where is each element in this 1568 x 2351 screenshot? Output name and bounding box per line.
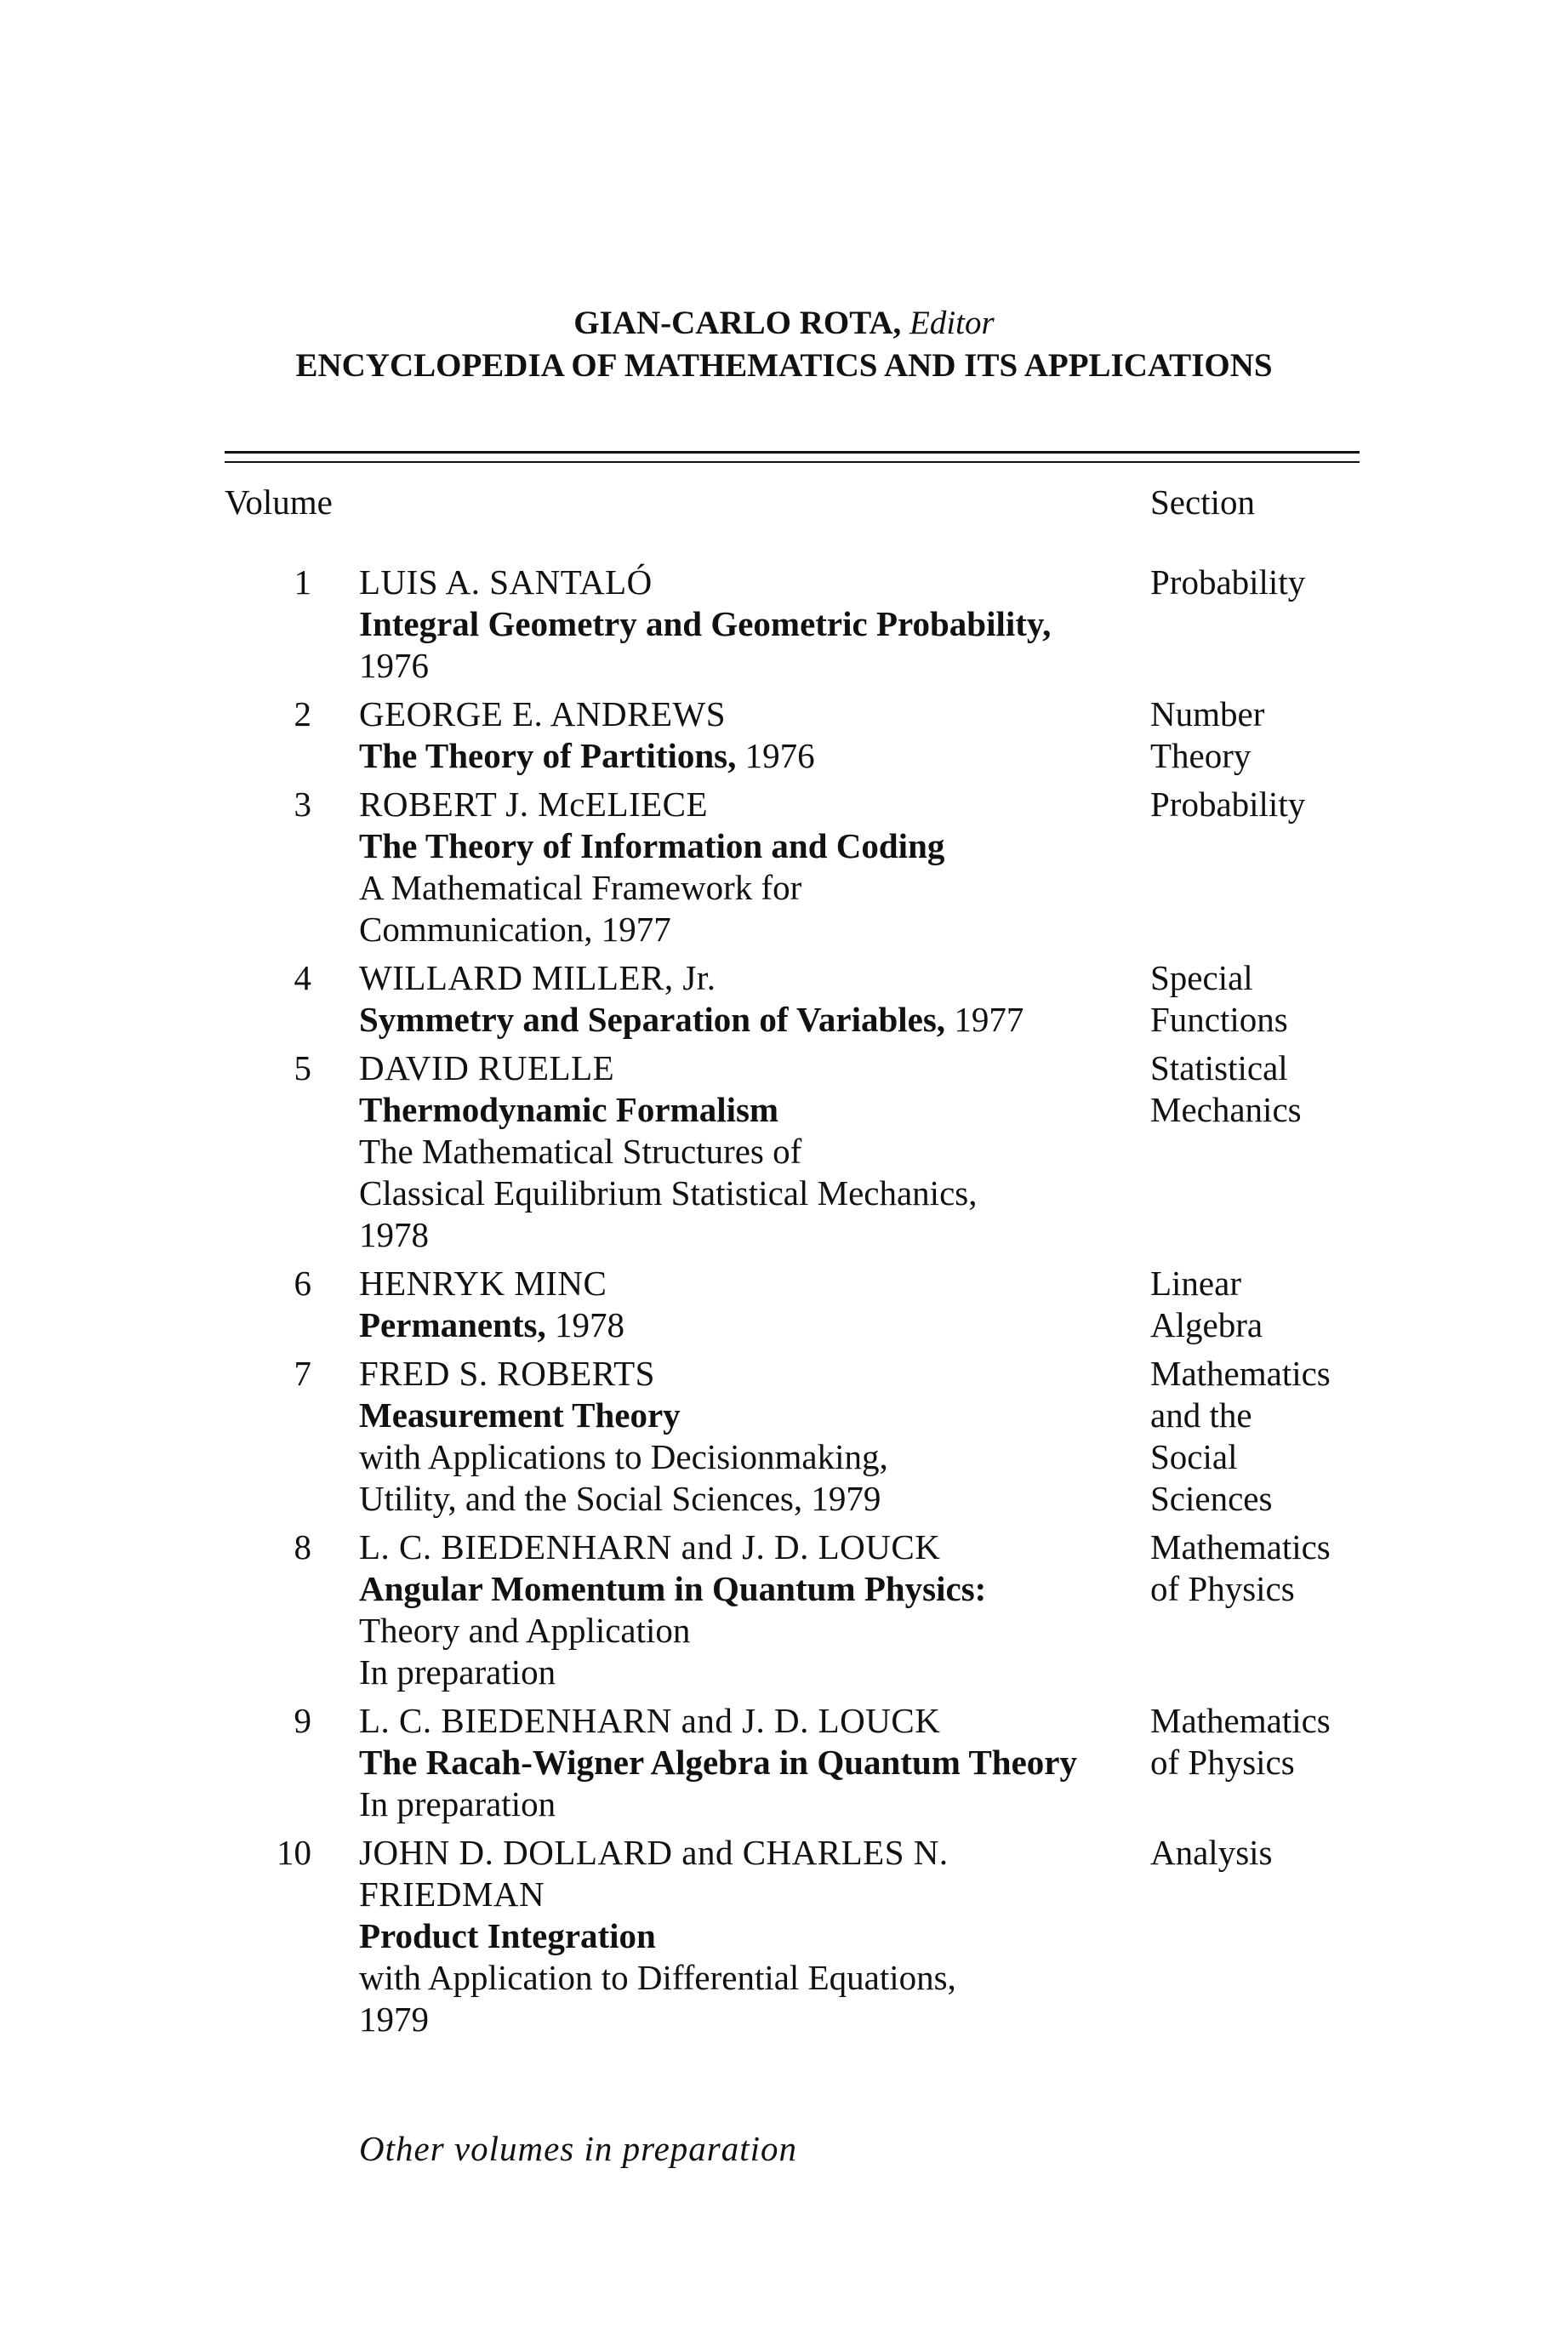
volume-title: Integral Geometry and Geometric Probability, [359, 604, 1052, 643]
volume-title-line [359, 1742, 1108, 1783]
column-header-volume: Volume [225, 482, 333, 522]
volume-details [359, 562, 1108, 687]
volume-number: 8 [294, 1527, 311, 1566]
volume-entry [0, 784, 1568, 950]
footer-note: Other volumes in preparation [359, 2129, 798, 2168]
volume-section-line: Probability [1150, 562, 1306, 602]
volume-title-line [359, 1395, 1108, 1436]
volume-author: HENRYK MINC [359, 1264, 607, 1303]
volume-number: 6 [294, 1264, 311, 1303]
editor-line [0, 302, 1568, 345]
volume-title: Thermodynamic Formalism [359, 1090, 779, 1129]
volume-number: 3 [294, 785, 311, 824]
volume-author: ROBERT J. McELIECE [359, 785, 709, 824]
volume-author: LUIS A. SANTALÓ [359, 562, 653, 602]
volume-subtitle-line: Classical Equilibrium Statistical Mechanics, [359, 1173, 978, 1213]
volume-title: The Theory of Partitions, [359, 736, 737, 775]
volume-entry [0, 1526, 1568, 1693]
volume-entry [0, 562, 1568, 687]
volume-section [1150, 1700, 1405, 1783]
volume-section-line: Mechanics [1150, 1090, 1302, 1129]
volume-details [359, 957, 1108, 1041]
volume-subtitle-line: with Applications to Decisionmaking, [359, 1437, 888, 1476]
volume-title-line [359, 1568, 1108, 1610]
volume-number: 10 [277, 1833, 311, 1872]
volume-title: Product Integration [359, 1916, 656, 1955]
volume-entry [0, 1700, 1568, 1825]
volume-subtitle-line: Utility, and the Social Sciences, 1979 [359, 1479, 881, 1518]
volume-section-line: of Physics [1150, 1569, 1295, 1608]
volume-section [1150, 1047, 1405, 1131]
volume-title-line [359, 1089, 1108, 1131]
volume-section-line: Mathematics [1150, 1527, 1331, 1566]
volume-title: Symmetry and Separation of Variables, [359, 1000, 946, 1039]
volume-section-line: and the [1150, 1395, 1252, 1435]
volume-section-line: Mathematics [1150, 1701, 1331, 1740]
volume-title-line [359, 1304, 1108, 1346]
volume-section-line: Statistical [1150, 1048, 1288, 1087]
volume-title-line [359, 603, 1108, 645]
header-rule [225, 451, 1360, 463]
editor-role: Editor [909, 305, 995, 341]
volume-section-line: of Physics [1150, 1743, 1295, 1782]
volume-entry [0, 1353, 1568, 1520]
volume-section [1150, 562, 1405, 603]
volume-author: WILLARD MILLER, Jr. [359, 958, 716, 997]
volume-details [359, 693, 1108, 777]
volume-author: JOHN D. DOLLARD and CHARLES N. FRIEDMAN [359, 1833, 949, 1914]
volume-title: Angular Momentum in Quantum Physics: [359, 1569, 987, 1608]
volume-section-line: Social [1150, 1437, 1238, 1476]
volume-entry [0, 957, 1568, 1041]
volume-year: 1977 [945, 1000, 1024, 1039]
volume-number: 7 [294, 1354, 311, 1393]
volume-section-line: Probability [1150, 785, 1306, 824]
volume-subtitle-line: 1976 [359, 646, 429, 685]
editor-name: GIAN-CARLO ROTA, [573, 305, 902, 341]
volume-section [1150, 693, 1405, 777]
volume-section-line: Sciences [1150, 1479, 1273, 1518]
volume-author: L. C. BIEDENHARN and J. D. LOUCK [359, 1701, 941, 1740]
volume-subtitle-line: 1979 [359, 2000, 429, 2039]
volume-details [359, 1353, 1108, 1520]
volume-section-line: Linear [1150, 1264, 1241, 1303]
volume-number: 9 [294, 1701, 311, 1740]
volume-details [359, 1263, 1108, 1346]
volume-title: Permanents, [359, 1305, 546, 1344]
volume-subtitle-line: Communication, 1977 [359, 910, 671, 949]
volume-subtitle-line: In preparation [359, 1784, 556, 1823]
volume-subtitle-line: Theory and Application [359, 1611, 691, 1650]
volume-subtitle-line: 1978 [359, 1215, 429, 1254]
volume-author: GEORGE E. ANDREWS [359, 694, 727, 733]
volume-details [359, 1832, 1108, 2040]
volume-author: L. C. BIEDENHARN and J. D. LOUCK [359, 1527, 941, 1566]
volume-section [1150, 957, 1405, 1041]
volume-details [359, 1526, 1108, 1693]
volume-entry [0, 1832, 1568, 2040]
volume-list [0, 562, 1568, 2047]
volume-title: The Theory of Information and Coding [359, 826, 945, 865]
volume-section [1150, 1832, 1405, 1874]
volume-title-line [359, 999, 1108, 1041]
volume-details [359, 784, 1108, 950]
volume-entry [0, 693, 1568, 777]
volume-title-line [359, 735, 1108, 777]
volume-year: 1976 [736, 736, 815, 775]
volume-author: FRED S. ROBERTS [359, 1354, 655, 1393]
volume-title-line [359, 825, 1108, 867]
volume-number: 1 [294, 562, 311, 602]
volume-section [1150, 1526, 1405, 1610]
volume-details [359, 1700, 1108, 1825]
volume-section [1150, 1353, 1405, 1520]
volume-subtitle-line: In preparation [359, 1652, 556, 1692]
volume-section-line: Special [1150, 958, 1253, 997]
volume-number: 5 [294, 1048, 311, 1087]
column-header-section: Section [1150, 482, 1255, 522]
volume-details [359, 1047, 1108, 1256]
volume-section-line: Analysis [1150, 1833, 1273, 1872]
volume-section-line: Algebra [1150, 1305, 1263, 1344]
volume-section [1150, 1263, 1405, 1346]
volume-section-line: Number [1150, 694, 1265, 733]
series-title: ENCYCLOPEDIA OF MATHEMATICS AND ITS APPLICATIONS [295, 347, 1273, 384]
volume-author: DAVID RUELLE [359, 1048, 615, 1087]
volume-section [1150, 784, 1405, 825]
volume-entry [0, 1047, 1568, 1256]
volume-subtitle-line: with Application to Differential Equations, [359, 1958, 956, 1997]
volume-number: 4 [294, 958, 311, 997]
volume-section-line: Theory [1150, 736, 1252, 775]
volume-number: 2 [294, 694, 311, 733]
volume-section-line: Mathematics [1150, 1354, 1331, 1393]
volume-title: Measurement Theory [359, 1395, 681, 1435]
volume-title: The Racah-Wigner Algebra in Quantum Theory [359, 1743, 1078, 1782]
volume-title-line [359, 1915, 1108, 1957]
volume-subtitle-line: A Mathematical Framework for [359, 868, 802, 907]
volume-year: 1978 [545, 1305, 625, 1344]
volume-section-line: Functions [1150, 1000, 1288, 1039]
volume-entry [0, 1263, 1568, 1346]
page-header [0, 302, 1568, 387]
volume-subtitle-line: The Mathematical Structures of [359, 1132, 802, 1171]
